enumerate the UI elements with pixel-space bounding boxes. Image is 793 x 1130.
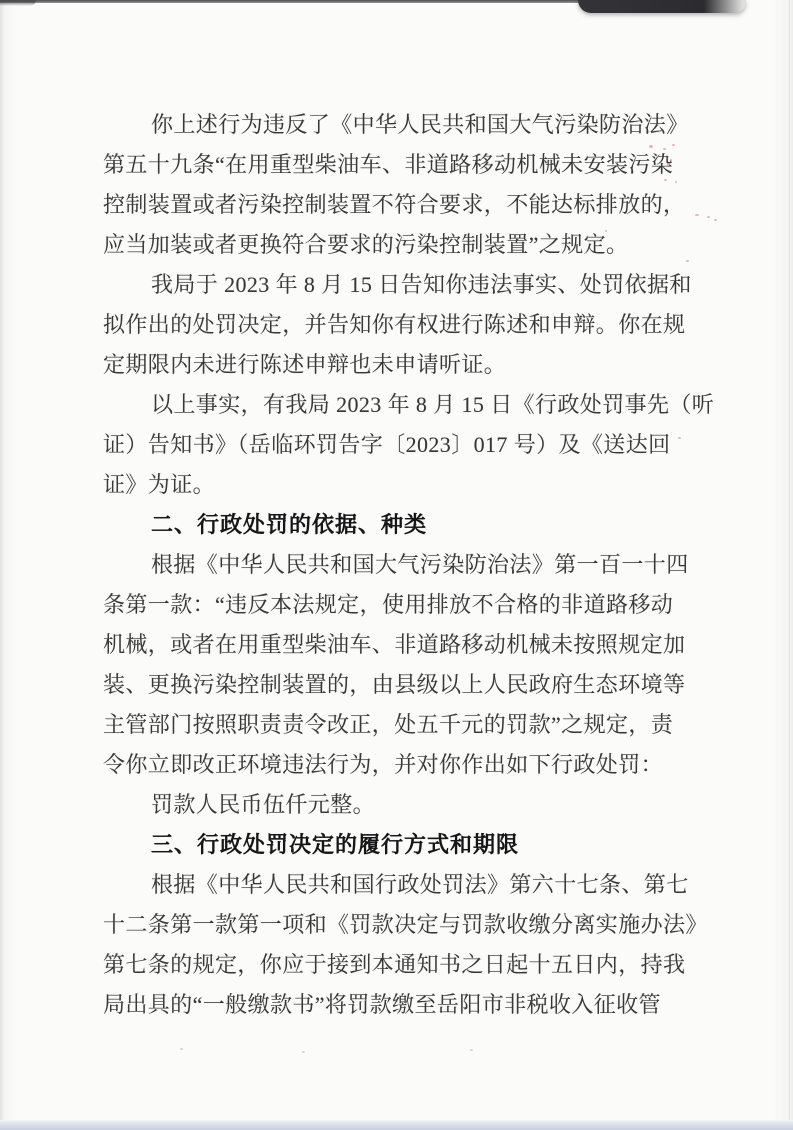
text-line: 根据《中华人民共和国大气污染防治法》第一百一十四: [151, 552, 689, 577]
text-line: 证）告知书》（岳临环罚告字〔2023〕017 号）及《送达回: [103, 432, 671, 457]
text-line: 十二条第一款第一项和《罚款决定与罚款收缴分离实施办法》: [103, 912, 708, 937]
document-body: [103, 105, 715, 1025]
red-speck: [649, 145, 653, 148]
section-heading-line: 三、行政处罚决定的履行方式和期限: [151, 832, 520, 857]
text-line: 定期限内未进行陈述申辩也未申请听证。: [103, 352, 507, 377]
red-speck: [686, 260, 689, 262]
text-line: 主管部门按照职责责令改正，处五千元的罚款”之规定，责: [103, 712, 674, 737]
scan-right-edge-line: [789, 0, 790, 1130]
text-line: 拟作出的处罚决定，并告知你有权进行陈述和申辩。你在规: [103, 312, 686, 337]
text-line: 证》为证。: [103, 472, 216, 497]
text-line: 你上述行为违反了《中华人民共和国大气污染防治法》: [151, 112, 689, 137]
red-speck: [605, 230, 607, 232]
text-line: 控制装置或者污染控制装置不符合要求，不能达标排放的，: [103, 192, 686, 217]
scan-top-left-mark: [0, 0, 36, 6]
scan-top-right-blob: [578, 0, 746, 13]
grey-speck: [302, 1051, 305, 1053]
red-speck: [663, 148, 666, 150]
red-speck: [707, 216, 710, 218]
text-line: 装、更换污染控制装置的，由县级以上人民政府生态环境等: [103, 672, 686, 697]
text-line: 机械，或者在用重型柴油车、非道路移动机械未按照规定加: [103, 632, 686, 657]
grey-speck: [180, 1048, 183, 1050]
text-line: 第五十九条“在用重型柴油车、非道路移动机械未安装污染: [103, 152, 674, 177]
text-line: 第七条的规定，你应于接到本通知书之日起十五日内，持我: [103, 952, 686, 977]
section-heading-line: 二、行政处罚的依据、种类: [151, 512, 428, 537]
red-speck: [695, 214, 699, 216]
red-speck: [678, 437, 681, 439]
scan-bottom-strip: [0, 1120, 793, 1130]
grey-speck: [470, 1049, 473, 1051]
text-line: 应当加装或者更换符合要求的污染控制装置”之规定。: [103, 232, 629, 257]
red-speck: [664, 179, 667, 181]
text-line: 条第一款：“违反本法规定，使用排放不合格的非道路移动: [103, 592, 674, 617]
text-line: 我局于 2023 年 8 月 15 日告知你违法事实、处罚依据和: [151, 272, 692, 297]
red-speck: [672, 144, 675, 146]
text-line: 令你立即改正环境违法行为，并对你作出如下行政处罚：: [103, 752, 664, 777]
text-line: 局出具的“一般缴款书”将罚款缴至岳阳市非税收入征收管: [103, 992, 661, 1017]
text-line: 罚款人民币伍仟元整。: [151, 792, 376, 817]
red-speck: [667, 163, 670, 166]
red-speck: [675, 181, 677, 183]
red-speck: [714, 219, 717, 221]
scan-top-edge-line: [0, 0, 596, 3]
text-line: 根据《中华人民共和国行政处罚法》第六十七条、第七: [151, 872, 689, 897]
text-line: 以上事实，有我局 2023 年 8 月 15 日《行政处罚事先（听: [151, 392, 715, 417]
